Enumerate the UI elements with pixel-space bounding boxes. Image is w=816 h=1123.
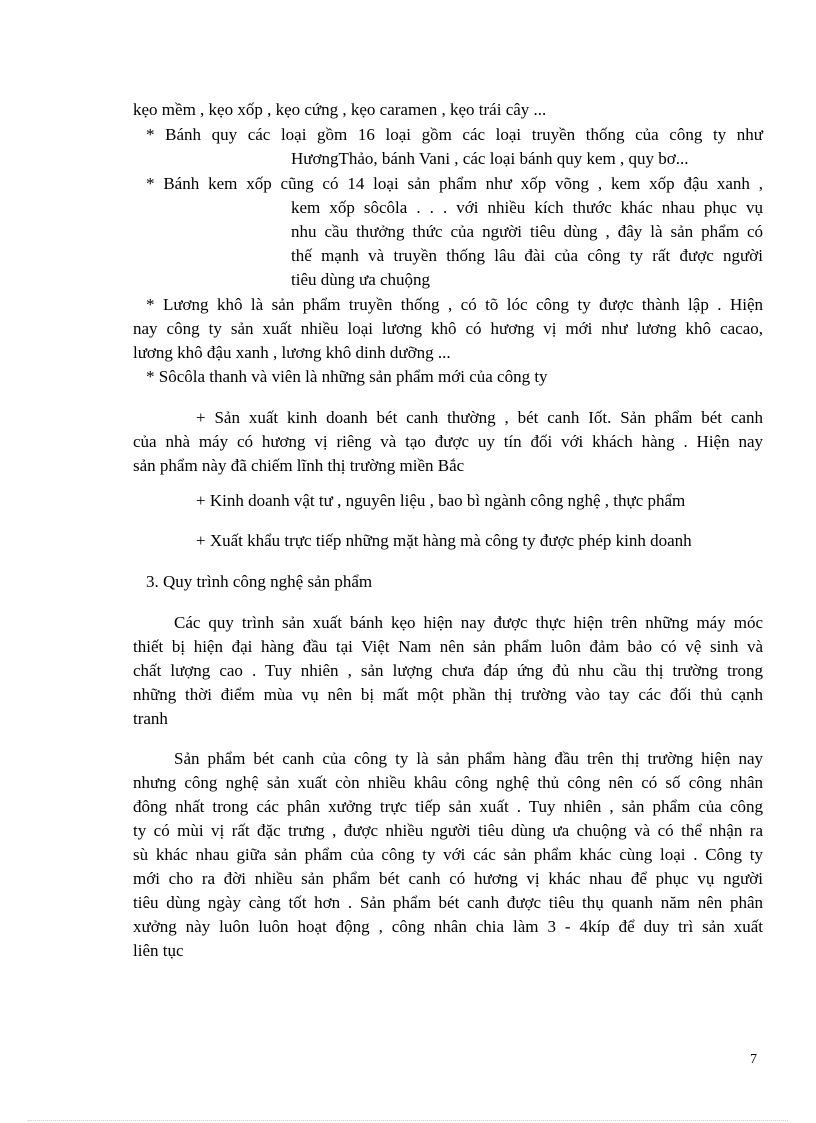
text-line: tranh [133,709,168,728]
text-line: tiêu dùng ưa chuộng [291,270,431,289]
text-line: lương khô đậu xanh , lương khô dinh dưỡng ... [133,343,451,362]
text-line: nhu cầu thưởng thức của người tiêu dùng , đây là sản phẩm có [291,222,763,241]
text-line: Sản phẩm bét canh của công ty là sản phẩm hàng đầu trên thị trường hiện nay [174,749,763,768]
text-line: nay công ty sản xuất nhiều loại lương khô có hương vị mới như lương khô cacao, [133,319,763,338]
text-line: * Lương khô là sản phẩm truyền thống , có tõ lóc công ty được thành lập . Hiện [146,295,763,314]
page-border [28,1120,788,1121]
text-line: những thời điểm mùa vụ nên bị mất một phần thị trường vào tay các đối thủ cạnh [133,685,763,704]
page-number: 7 [750,1052,757,1067]
text-line: + Kinh doanh vật tư , nguyên liệu , bao bì ngành công nghệ , thực phẩm [196,491,686,510]
text-line: tiêu dùng ngày càng tốt hơn . Sản phẩm bét canh được tiêu thụ quanh năm nên phân [133,893,763,912]
text-line: mới cho ra đời nhiều sản phẩm bét canh có hương vị khác nhau để phục vụ người [133,869,763,888]
section-heading: 3. Quy trình công nghệ sản phẩm [146,572,373,591]
text-line: + Xuất khẩu trực tiếp những mặt hàng mà công ty được phép kinh doanh [196,531,692,550]
text-line: kem xốp sôcôla . . . với nhiều kích thước khác nhau phục vụ [291,198,763,217]
text-line: + Sản xuất kinh doanh bét canh thường , bét canh Iốt. Sản phẩm bét canh [196,408,763,427]
text-line: Các quy trình sản xuất bánh kẹo hiện nay được thực hiện trên những máy móc [174,613,763,632]
text-line: chất lượng cao . Tuy nhiên , sản lượng chưa đáp ứng đủ nhu cầu thị trường trong [133,661,763,680]
text-line: * Bánh kem xốp cũng có 14 loại sản phẩm như xốp võng , kem xốp đậu xanh , [146,174,763,193]
text-line: kẹo mềm , kẹo xốp , kẹo cứng , kẹo caramen , kẹo trái cây ... [133,100,547,119]
text-line: HươngThảo, bánh Vani , các loại bánh quy kem , quy bơ... [291,149,689,168]
text-line: của nhà máy có hương vị riêng và tạo được uy tín đối với khách hàng . Hiện nay [133,432,763,451]
text-line: thế mạnh và truyền thống lâu đài của công ty rất được người [291,246,763,265]
text-line: sản phẩm này đã chiếm lĩnh thị trường miền Bắc [133,456,465,475]
text-line: liên tục [133,941,184,960]
text-line: * Bánh quy các loại gồm 16 loại gồm các loại truyền thống của công ty như [146,125,763,144]
text-line: sù khác nhau giữa sản phẩm của công ty với các sản phẩm khác cùng loại . Công ty [133,845,763,864]
text-line: xưởng này luôn luôn hoạt động , công nhân chia làm 3 - 4kíp để duy trì sản xuất [133,917,763,936]
text-line: nhưng công nghệ sản xuất còn nhiều khâu công nghệ thủ công nên có số công nhân [133,773,763,792]
text-line: * Sôcôla thanh và viên là những sản phẩm mới của công ty [146,367,548,386]
text-line: thiết bị hiện đại hàng đầu tại Việt Nam nên sản phẩm luôn đảm bảo có vệ sinh và [133,637,763,656]
text-line: đông nhất trong các phân xưởng trực tiếp sản xuất . Tuy nhiên , sản phẩm của công [133,797,763,816]
text-line: ty có mùi vị rất đặc trưng , được nhiều người tiêu dùng ưa chuộng và có thể nhận ra [133,821,763,840]
